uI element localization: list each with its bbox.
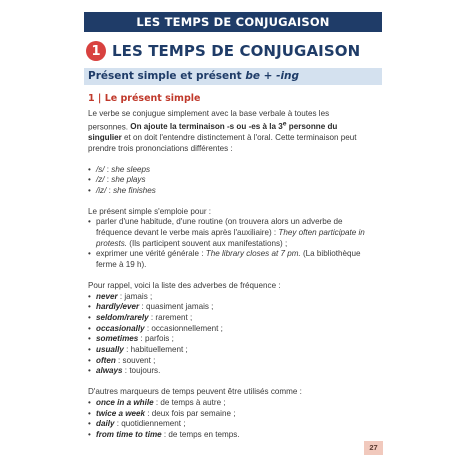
usage-text: parler d'une habitude, d'une routine (on trouvera alors un adverbe de fréquence devant le verbe mais après l'auxiliaire) : xyxy=(96,217,343,238)
adverb-en: usually xyxy=(96,345,124,355)
chapter-title: LES TEMPS DE CONJUGAISON xyxy=(112,42,361,60)
list-item: • /iz/ : she finishes xyxy=(88,186,370,197)
adverb-fr: habituellement ; xyxy=(130,345,188,355)
list-item: • usually : habituellement ; xyxy=(88,345,370,356)
pron-symbol: /z/ xyxy=(96,175,105,185)
p1-bold-sup: e xyxy=(282,120,287,128)
usage-translation: (Ils participent souvent aux manifestations) ; xyxy=(127,238,288,248)
adverb-en: seldom/rarely xyxy=(96,312,149,322)
usage-example: They often participate in protests. xyxy=(96,228,365,248)
marker-list xyxy=(88,398,370,441)
subsection-heading: 1 | Le présent simple xyxy=(88,93,201,104)
adverb-en: always xyxy=(96,366,123,376)
adverb-en: sometimes xyxy=(96,334,139,344)
list-item xyxy=(88,249,370,270)
list-item: • always : toujours. xyxy=(88,366,370,377)
adverb-list xyxy=(88,292,370,378)
list-item: • daily : quotidiennement ; xyxy=(88,419,370,430)
chapter-number-badge: 1 xyxy=(86,41,106,61)
marker-fr: quotidiennement ; xyxy=(121,419,186,429)
pronunciation-list xyxy=(88,165,370,197)
section-title-italic: be + -ing xyxy=(245,70,300,82)
marker-en: twice a week xyxy=(96,408,146,418)
adverb-en: hardly/ever xyxy=(96,302,140,312)
pron-example: she finishes xyxy=(113,185,156,195)
paragraph-adverbs-intro: Pour rappel, voici la liste des adverbes de fréquence : xyxy=(88,280,281,290)
pron-symbol: /s/ xyxy=(96,164,105,174)
usage-list xyxy=(88,217,370,271)
usage-text: exprimer une vérité générale : xyxy=(96,249,206,259)
adverb-en: never xyxy=(96,291,118,301)
list-item: • often : souvent ; xyxy=(88,356,370,367)
paragraph-conjugation xyxy=(88,109,370,155)
marker-fr: de temps en temps. xyxy=(168,429,240,439)
section-heading xyxy=(84,68,382,85)
list-item: • occasionally : occasionnellement ; xyxy=(88,324,370,335)
adverb-fr: jamais ; xyxy=(124,291,153,301)
chapter-heading xyxy=(86,40,360,62)
list-item: • never : jamais ; xyxy=(88,292,370,303)
list-item: • from time to time : de temps en temps. xyxy=(88,430,370,441)
marker-fr: deux fois par semaine ; xyxy=(151,408,236,418)
list-item: • /s/ : she sleeps xyxy=(88,165,370,176)
p1-text-a: Le verbe se conjugue simplement avec la base verbale à toutes les personnes. xyxy=(88,109,330,132)
usage-example: The library closes at 7 pm. xyxy=(205,249,301,259)
adverb-fr: parfois ; xyxy=(145,334,174,344)
list-item: • seldom/rarely : rarement ; xyxy=(88,313,370,324)
p1-text-d: et on doit l'entendre distinctement à l'oral. Cette terminaison peut prendre trois prononciations différentes : xyxy=(88,133,357,153)
page-number: 27 xyxy=(364,441,383,455)
pron-example: she sleeps xyxy=(111,164,150,174)
running-header: LES TEMPS DE CONJUGAISON xyxy=(84,12,382,32)
adverb-fr: rarement ; xyxy=(155,312,193,322)
adverb-fr: quasiment jamais ; xyxy=(145,302,214,312)
paragraph-usage-intro: Le présent simple s'emploie pour : xyxy=(88,206,212,216)
marker-en: once in a while xyxy=(96,397,154,407)
marker-en: from time to time xyxy=(96,429,162,439)
marker-fr: de temps à autre ; xyxy=(160,397,226,407)
section-title-prefix: Présent simple et présent xyxy=(88,70,246,82)
adverb-en: occasionally xyxy=(96,323,145,333)
pron-symbol: /iz/ xyxy=(96,185,107,195)
list-item: • twice a week : deux fois par semaine ; xyxy=(88,409,370,420)
adverb-fr: occasionnellement ; xyxy=(151,323,223,333)
list-item: • /z/ : she plays xyxy=(88,175,370,186)
list-item: • sometimes : parfois ; xyxy=(88,334,370,345)
usage-translation: (La bibliothèque ferme à 19 h). xyxy=(96,249,361,270)
body-content xyxy=(88,109,370,451)
paragraph-markers-intro: D'autres marqueurs de temps peuvent être utilisés comme : xyxy=(88,387,302,397)
marker-en: daily xyxy=(96,419,115,429)
list-item: • once in a while : de temps à autre ; xyxy=(88,398,370,409)
list-item: • hardly/ever : quasiment jamais ; xyxy=(88,302,370,313)
list-item xyxy=(88,217,370,249)
adverb-en: often xyxy=(96,355,116,365)
p1-bold-c: personne du singulier xyxy=(88,122,338,143)
adverb-fr: toujours. xyxy=(129,366,161,376)
p1-bold-a: On ajoute la terminaison -s ou -es à la 3 xyxy=(130,122,283,132)
adverb-fr: souvent ; xyxy=(122,355,156,365)
pron-example: she plays xyxy=(111,175,146,185)
